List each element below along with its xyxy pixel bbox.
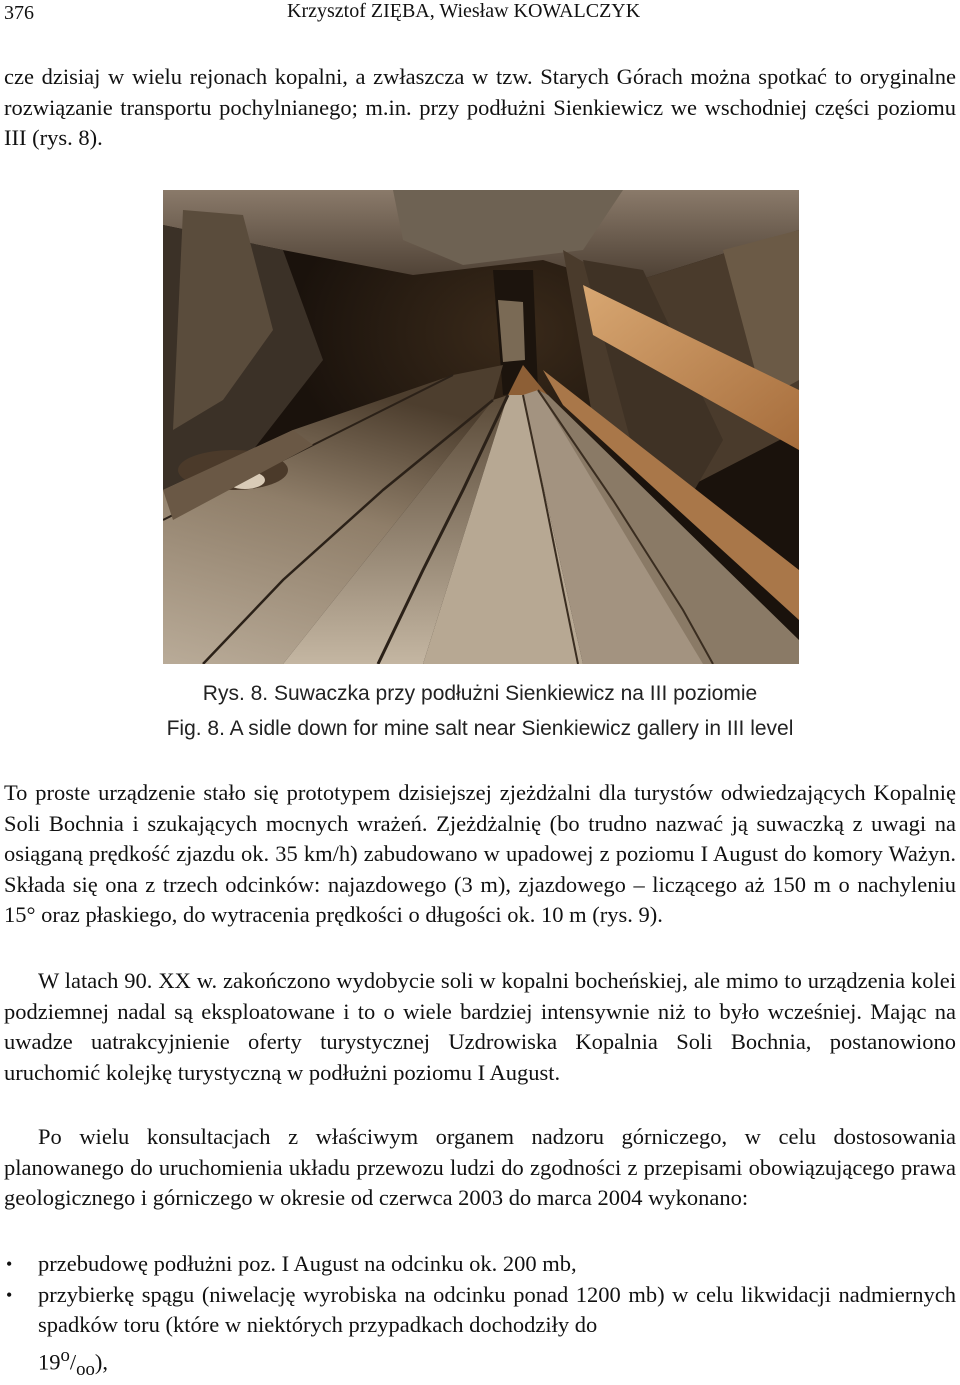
bullet-icon: • — [6, 1254, 13, 1274]
body-paragraph-1: To proste urządzenie stało się prototypem dzisiejszej zjeżdżalni dla turystów odwiedzających Kopalnię Soli Bochnia i szukających mocnych wrażeń. Zjeżdżalnię (bo trudno nazwać ją suwaczką z uwagi na osiąganą prędkość zjazdu ok. 35 km/h) zabudowano w upadowej z poziomu I August do komory Ważyn. Składa się ona z trzech odcinków: najazdowego (3 m), zjazdowego – liczącego aż 150 m o nachyleniu 15° oraz płaskiego, do wytracenia prędkości o długości ok. 10 m (rys. 9). — [4, 780, 956, 928]
work-list — [4, 1249, 956, 1385]
mine-chute-photo — [163, 190, 799, 664]
slope-number: 19 — [38, 1349, 61, 1375]
list-item-text: przybierkę spągu (niwelację wyrobiska na odcinku ponad 1200 mb) w celu likwidacji nadmiernych spadków toru (które w niektórych przypadkach dochodziły do — [38, 1281, 956, 1338]
figure-caption-polish: Rys. 8. Suwaczka przy podłużni Sienkiewicz na III poziomie — [202, 682, 758, 705]
running-head-authors: Krzysztof ZIĘBA, Wiesław KOWALCZYK — [287, 0, 641, 22]
slope-end: ), — [94, 1349, 109, 1375]
list-item — [4, 1280, 956, 1385]
slope-value: $19^o/_{oo}$), — [38, 1344, 109, 1380]
list-item — [4, 1249, 956, 1280]
list-item-text: przebudowę podłużni poz. I August na odcinku ok. 200 mb, — [38, 1251, 577, 1276]
slope-sub: oo — [76, 1358, 95, 1380]
body-paragraph-2: W latach 90. XX w. zakończono wydobycie soli w kopalni bocheńskiej, ale mimo to urządzenia kolei podziemnej nadal są eksploatowane i to o wiele bardziej intensywnie niż to było wcześniej. Mając na uwadze uatrakcyjnienie oferty turystycznej Uzdrowiska Kopalnia Soli Bochnia, postanowiono uruchomić kolejkę turystyczną w podłużni poziomu I August. — [4, 968, 956, 1085]
body-paragraph-3: Po wielu konsultacjach z właściwym organem nadzoru górniczego, w celu dostosowania planowanego do uruchomienia układu przewozu ludzi do zgodności z przepisami obowiązującego prawa geologicznego i górniczego w okresie od czerwca 2003 do marca 2004 wykonano: — [4, 1124, 956, 1211]
page-number: 376 — [4, 2, 34, 24]
page-header — [4, 0, 956, 26]
slope-sup: o — [60, 1344, 70, 1366]
bullet-icon: • — [6, 1284, 13, 1305]
figure-photo — [163, 190, 799, 664]
intro-paragraph: cze dzisiaj w wielu rejonach kopalni, a zwłaszcza w tzw. Starych Górach można spotkać to oryginalne rozwiązanie transportu pochylnianego; m.in. przy podłużni Sienkiewicz we wschodniej części poziomu III (rys. 8). — [4, 64, 956, 151]
figure-caption-english: Fig. 8. A sidle down for mine salt near Sienkiewicz gallery in III level — [166, 717, 794, 740]
